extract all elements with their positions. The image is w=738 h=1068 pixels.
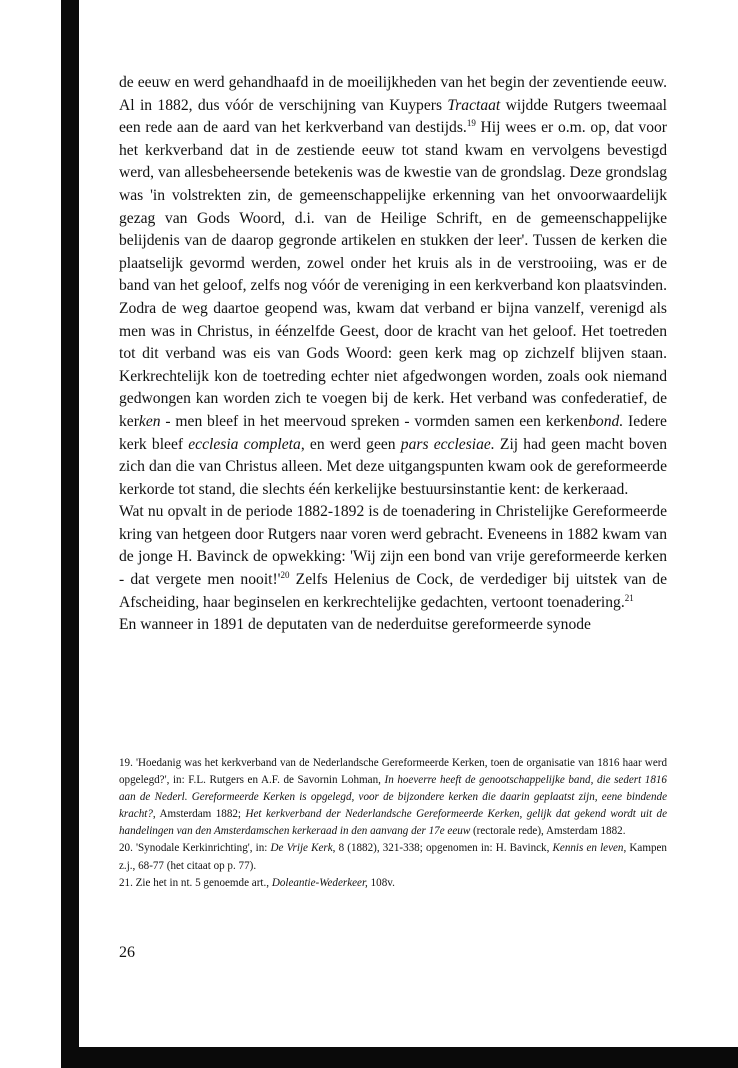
page-body (119, 72, 667, 637)
footnote-ref-19[interactable]: 19 (466, 118, 476, 129)
paragraph-1: de eeuw en werd gehandhaafd in de moeilijkheden van het begin der zeventiende eeuw. Al in 1882, dus vóór de verschijning van Kuypers Tractaat wijdde Rutgers tweemaal een rede aan de aard van het kerkverband van destijds.$^{19}$ Hij wees er o.m. op, dat voor het kerkverband dat in de zestiende eeuw tot stand kwam en vervolgens bevestigd werd, van allesbeheersende betekenis was de kwestie van de grondslag. Deze grondslag was 'in volstrekten zin, de gemeenschappelijke erkenning van het onvoorwaardelijk gezag van Gods Woord, d.i. van de Heilige Schrift, en de gemeenschappelijke belijdenis van de daarop gegronde artikelen en stukken der leer'. Tussen de kerken die plaatselijk gevormd werden, zowel onder het kruis als in de verstrooiing, was er de band van het geloof, zelfs nog vóór de vereniging in een kerkverband kon plaatsvinden. Zodra de weg daartoe geopend was, kwam dat verband er bijna vanzelf, verenigd als men was in Christus, in éénzelfde Geest, door de kracht van het geloof. Het toetreden tot dit verband was eis van Gods Woord: geen kerk mag op zichzelf blijven staan. Kerkrechtelijk kon de toetreding echter niet afgedwongen worden, zoals ook niemand gedwongen kan worden zich te voegen bij de kerk. Het verband was confederatief, de kerken - men bleef in het meervoud spreken - vormden samen een kerkenbond. Iedere kerk bleef ecclesia completa, en werd geen pars ecclesiae. Zij had geen macht boven zich dan die van Christus alleen. Met deze uitgangspunten kwam ook de gereformeerde kerkorde tot stand, die slechts één kerkelijke bestuursinstantie kent: de kerkeraad. (119, 74, 668, 498)
paragraph-2: Wat nu opvalt in de periode 1882-1892 is de toenadering in Christelijke Gereformeerde kring van hetgeen door Rutgers naar voren werd gebracht. Eveneens in 1882 kwam van de jonge H. Bavinck de opwekking: 'Wij zijn een bond van vrije gereformeerde kerken - dat vergete men $nooit!'^{20}$ Zelfs Helenius de Cock, de verdediger bij uitstek van de Afscheiding, haar beginselen en kerkrechtelijke gedachten, vertoont toenadering.$^{21}$ (119, 503, 668, 611)
page-number: 26 (119, 944, 135, 961)
scan-border-left (61, 0, 79, 1047)
footnote-ref-21[interactable]: 21 (624, 592, 634, 603)
scan-margin (0, 0, 61, 1068)
footnotes (119, 755, 667, 892)
main-text (119, 72, 667, 637)
footnote-19: 19. 'Hoedanig was het kerkverband van de Nederlandsche Gereformeerde Kerken, toen de organisatie van 1816 haar werd opgelegd?', in: F.L. Rutgers en A.F. de Savornin Lohman, In hoeverre heeft de genootschappelijke band, die sedert 1816 aan de Nederl. Gereformeerde Kerken is opgelegd, voor de bijzondere kerken die daarin geplaatst zijn, eene bindende kracht?, Amsterdam 1882; Het kerkverband der Nederlandsche Gereformeerde Kerken, gelijk dat gekend wordt uit de handelingen van den Amsterdamschen kerkeraad in den aanvang der 17e eeuw (rectorale rede), Amsterdam 1882. (119, 757, 667, 838)
paragraph-3: En wanneer in 1891 de deputaten van de nederduitse gereformeerde synode (119, 616, 591, 634)
footnote-21: 21. Zie het in nt. 5 genoemde art., Doleantie-Wederkeer, 108v. (119, 876, 395, 889)
footnote-ref-20[interactable]: 20 (280, 570, 290, 581)
scan-border-bottom (61, 1047, 738, 1068)
footnote-20: 20. 'Synodale Kerkinrichting', in: De Vrije Kerk, 8 (1882), 321-338; opgenomen in: H. Bavinck, Kennis en leven, Kampen z.j., 68-77 (het citaat op p. 77). (119, 842, 667, 872)
